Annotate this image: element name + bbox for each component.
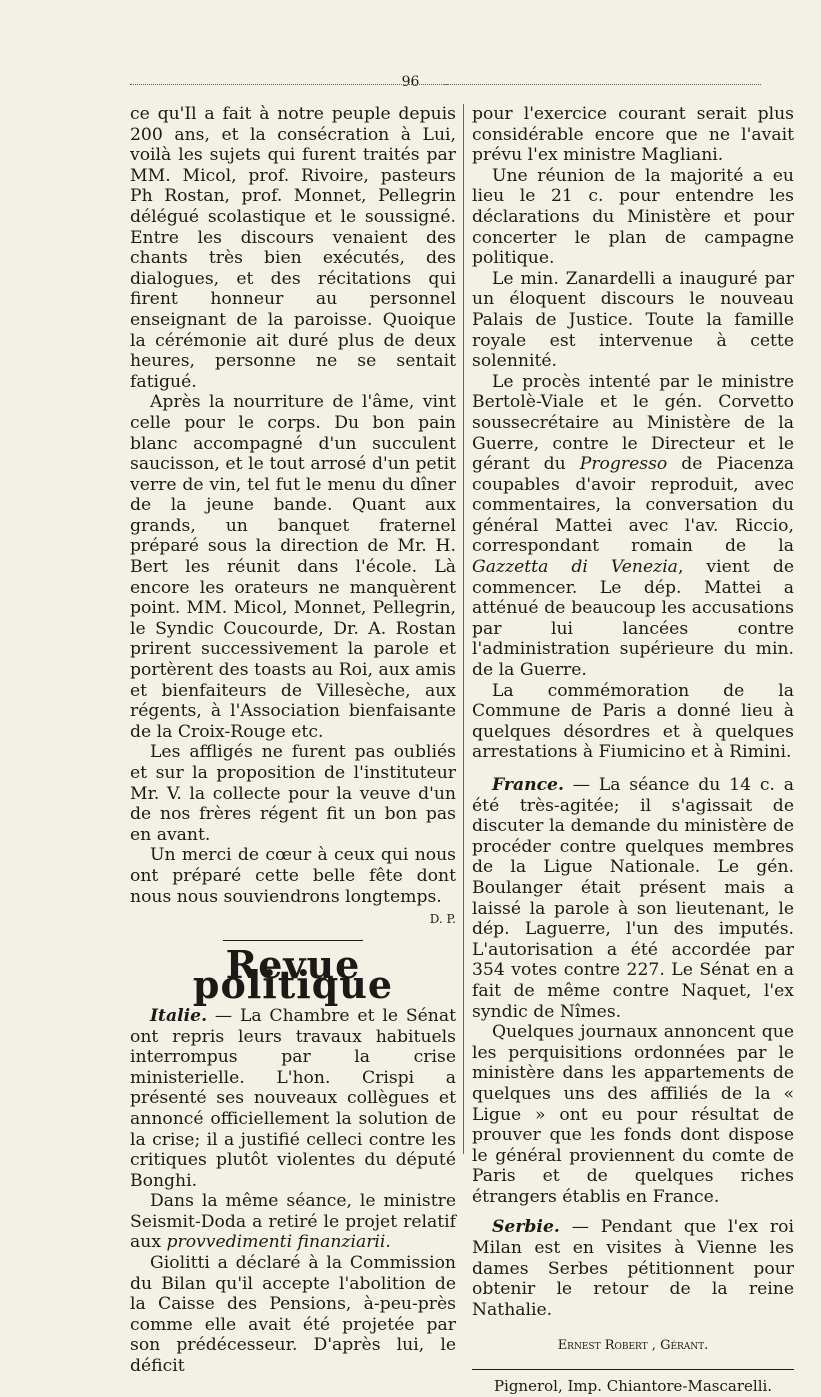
author-signature: D. P. (429, 912, 456, 927)
news-paragraph: Giolitti a déclaré à la Commission du Bilan qu'il accepte l'abolition de la Caisse des Pensions, à-peu-près comme elle avait été projetée par son prédécesseur. D'après lui, le déficit (130, 1253, 456, 1377)
proces-text-a: Le procès intenté par le ministre Bertolè-Viale et le gén. Corvetto soussecrétaire au Ministère de la Guerre, contre le Directeur et le gérant du (472, 371, 794, 475)
printer-rule (472, 1369, 794, 1370)
proces-italic-progresso: Progresso (579, 454, 668, 475)
article-paragraph: ce qu'Il a fait à notre peuple depuis 200 ans, et la consécration à Lui, voilà les sujets qui furent traités par MM. Micol, prof. Rivoire, pasteurs Ph Rostan, prof. Monnet, Pellegrin délégué scolastique et le soussigné. Entre les discours venaient des chants très bien exécutés, des dialogues, et des récitations qui firent honneur au personnel enseignant de la paroisse. Quoique la cérémonie ait duré plus de deux heures, personne ne se sentait fatigué. (130, 104, 456, 392)
news-serbie (472, 1217, 794, 1320)
section-divider (223, 940, 363, 941)
country-label-serbie: Serbie. (492, 1217, 560, 1238)
printer-imprint: Pignerol, Imp. Chiantore-Mascarelli. (493, 1377, 773, 1396)
section-heading: Revue politique (192, 941, 394, 1008)
proces-text-b: de Piacenza coupables d'avoir reproduit, avec commentaires, la conversation du général Mattei avec l'av. Riccio, correspondant romain de la (472, 454, 794, 557)
proces-italic-gazzetta: Gazzetta di Venezia (472, 557, 678, 578)
right-column (472, 104, 794, 1397)
france-text: — La séance du 14 c. a été très-agitée; il s'agissait de discuter la demande du ministère de procéder contre quelques membres de la Ligue Nationale. Le gén. Boulanger était présent mais a laissé la parole à son lieutenant, le dép. Laguerre, l'un des imputés. L'autorisation a été accordée par 354 votes contre 227. Le Sénat en a fait de même contre Naquet, l'ex syndic de Nîmes. (472, 775, 794, 1022)
left-column (130, 104, 456, 1377)
news-paragraph (130, 1191, 456, 1253)
news-paragraph: Quelques journaux annoncent que les perquisitions ordonnées par le ministère dans les appartements de quelques uns des affiliés de la « Ligue » ont eu pour résultat de prouver que les fonds dont dispose le général proviennent du comte de Paris et de quelques riches étrangers établis en France. (472, 1022, 794, 1207)
news-italie (130, 1006, 456, 1191)
italie-text: — La Chambre et le Sénat ont repris leurs travaux habituels interrompus par la crise ministerielle. L'hon. Crispi a présenté ses nouveaux collègues et annoncé officiellement la solution de la crise; il a justifié celleci contre les critiques plutôt violentes du député Bonghi. (130, 1005, 456, 1191)
gerant-signature: Ernest Robert , Gérant. (557, 1338, 709, 1354)
seismit-italic: provvedimenti finanziarii. (166, 1232, 391, 1253)
column-rule (463, 104, 464, 1154)
article-paragraph: Les affligés ne furent pas oubliés et sur la proposition de l'instituteur Mr. V. la collecte pour la veuve d'un de nos frères régent fit un bon pas en avant. (130, 742, 456, 845)
country-label-italie: Italie. (150, 1005, 208, 1026)
news-paragraph: Une réunion de la majorité a eu lieu le 21 c. pour entendre les déclarations du Ministère et pour concerter le plan de campagne politique. (472, 165, 794, 269)
serbie-text: — Pendant que l'ex roi Milan est en visites à Vienne les dames Serbes pétitionnent pour obtenir le retour de la reine Nathalie. (472, 1217, 794, 1320)
proces-text-c: , vient de commencer. Le dép. Mattei a atténué de beaucoup les accusations par lui lancées contre l'administration supérieure du min. de la Guerre. (472, 557, 794, 681)
country-label-france: France. (492, 775, 564, 795)
news-proces (472, 372, 794, 681)
article-paragraph: Un merci de cœur à ceux qui nous ont préparé cette belle fête dont nous nous souviendrons longtemps. (130, 845, 456, 907)
seismit-text: Dans la même séance, le ministre Seismit-Doda a retiré le projet relatif aux (130, 1191, 456, 1253)
news-france (472, 775, 794, 1022)
page-number: 96 (0, 74, 821, 90)
news-paragraph: Le min. Zanardelli a inauguré par un éloquent discours le nouveau Palais de Justice. Toute la famille royale est intervenue à cette solennité. (472, 268, 794, 372)
article-paragraph: Après la nourriture de l'âme, vint celle pour le corps. Du bon pain blanc accompagné d'un succulent saucisson, et le tout arrosé d'un petit verre de vin, tel fut le menu du dîner de la jeune bande. Quant aux grands, un banquet fraternel préparé sous la direction de Mr. H. Bert les réunit dans l'école. Là encore les orateurs ne manquèrent point. MM. Micol, Monnet, Pellegrin, le Syndic Coucourde, Dr. A. Rostan prirent successivement la parole et portèrent des toasts au Roi, aux amis et bienfaiteurs de Villesèche, aux régents, à l'Association bienfaisante de la Croix-Rouge etc. (130, 392, 456, 742)
news-paragraph: La commémoration de la Commune de Paris a donné lieu à quelques désordres et à quelques arrestations à Fiumicino et à Rimini. (472, 680, 794, 763)
news-continuation: pour l'exercice courant serait plus considérable encore que ne l'avait prévu l'ex ministre Magliani. (472, 104, 794, 166)
